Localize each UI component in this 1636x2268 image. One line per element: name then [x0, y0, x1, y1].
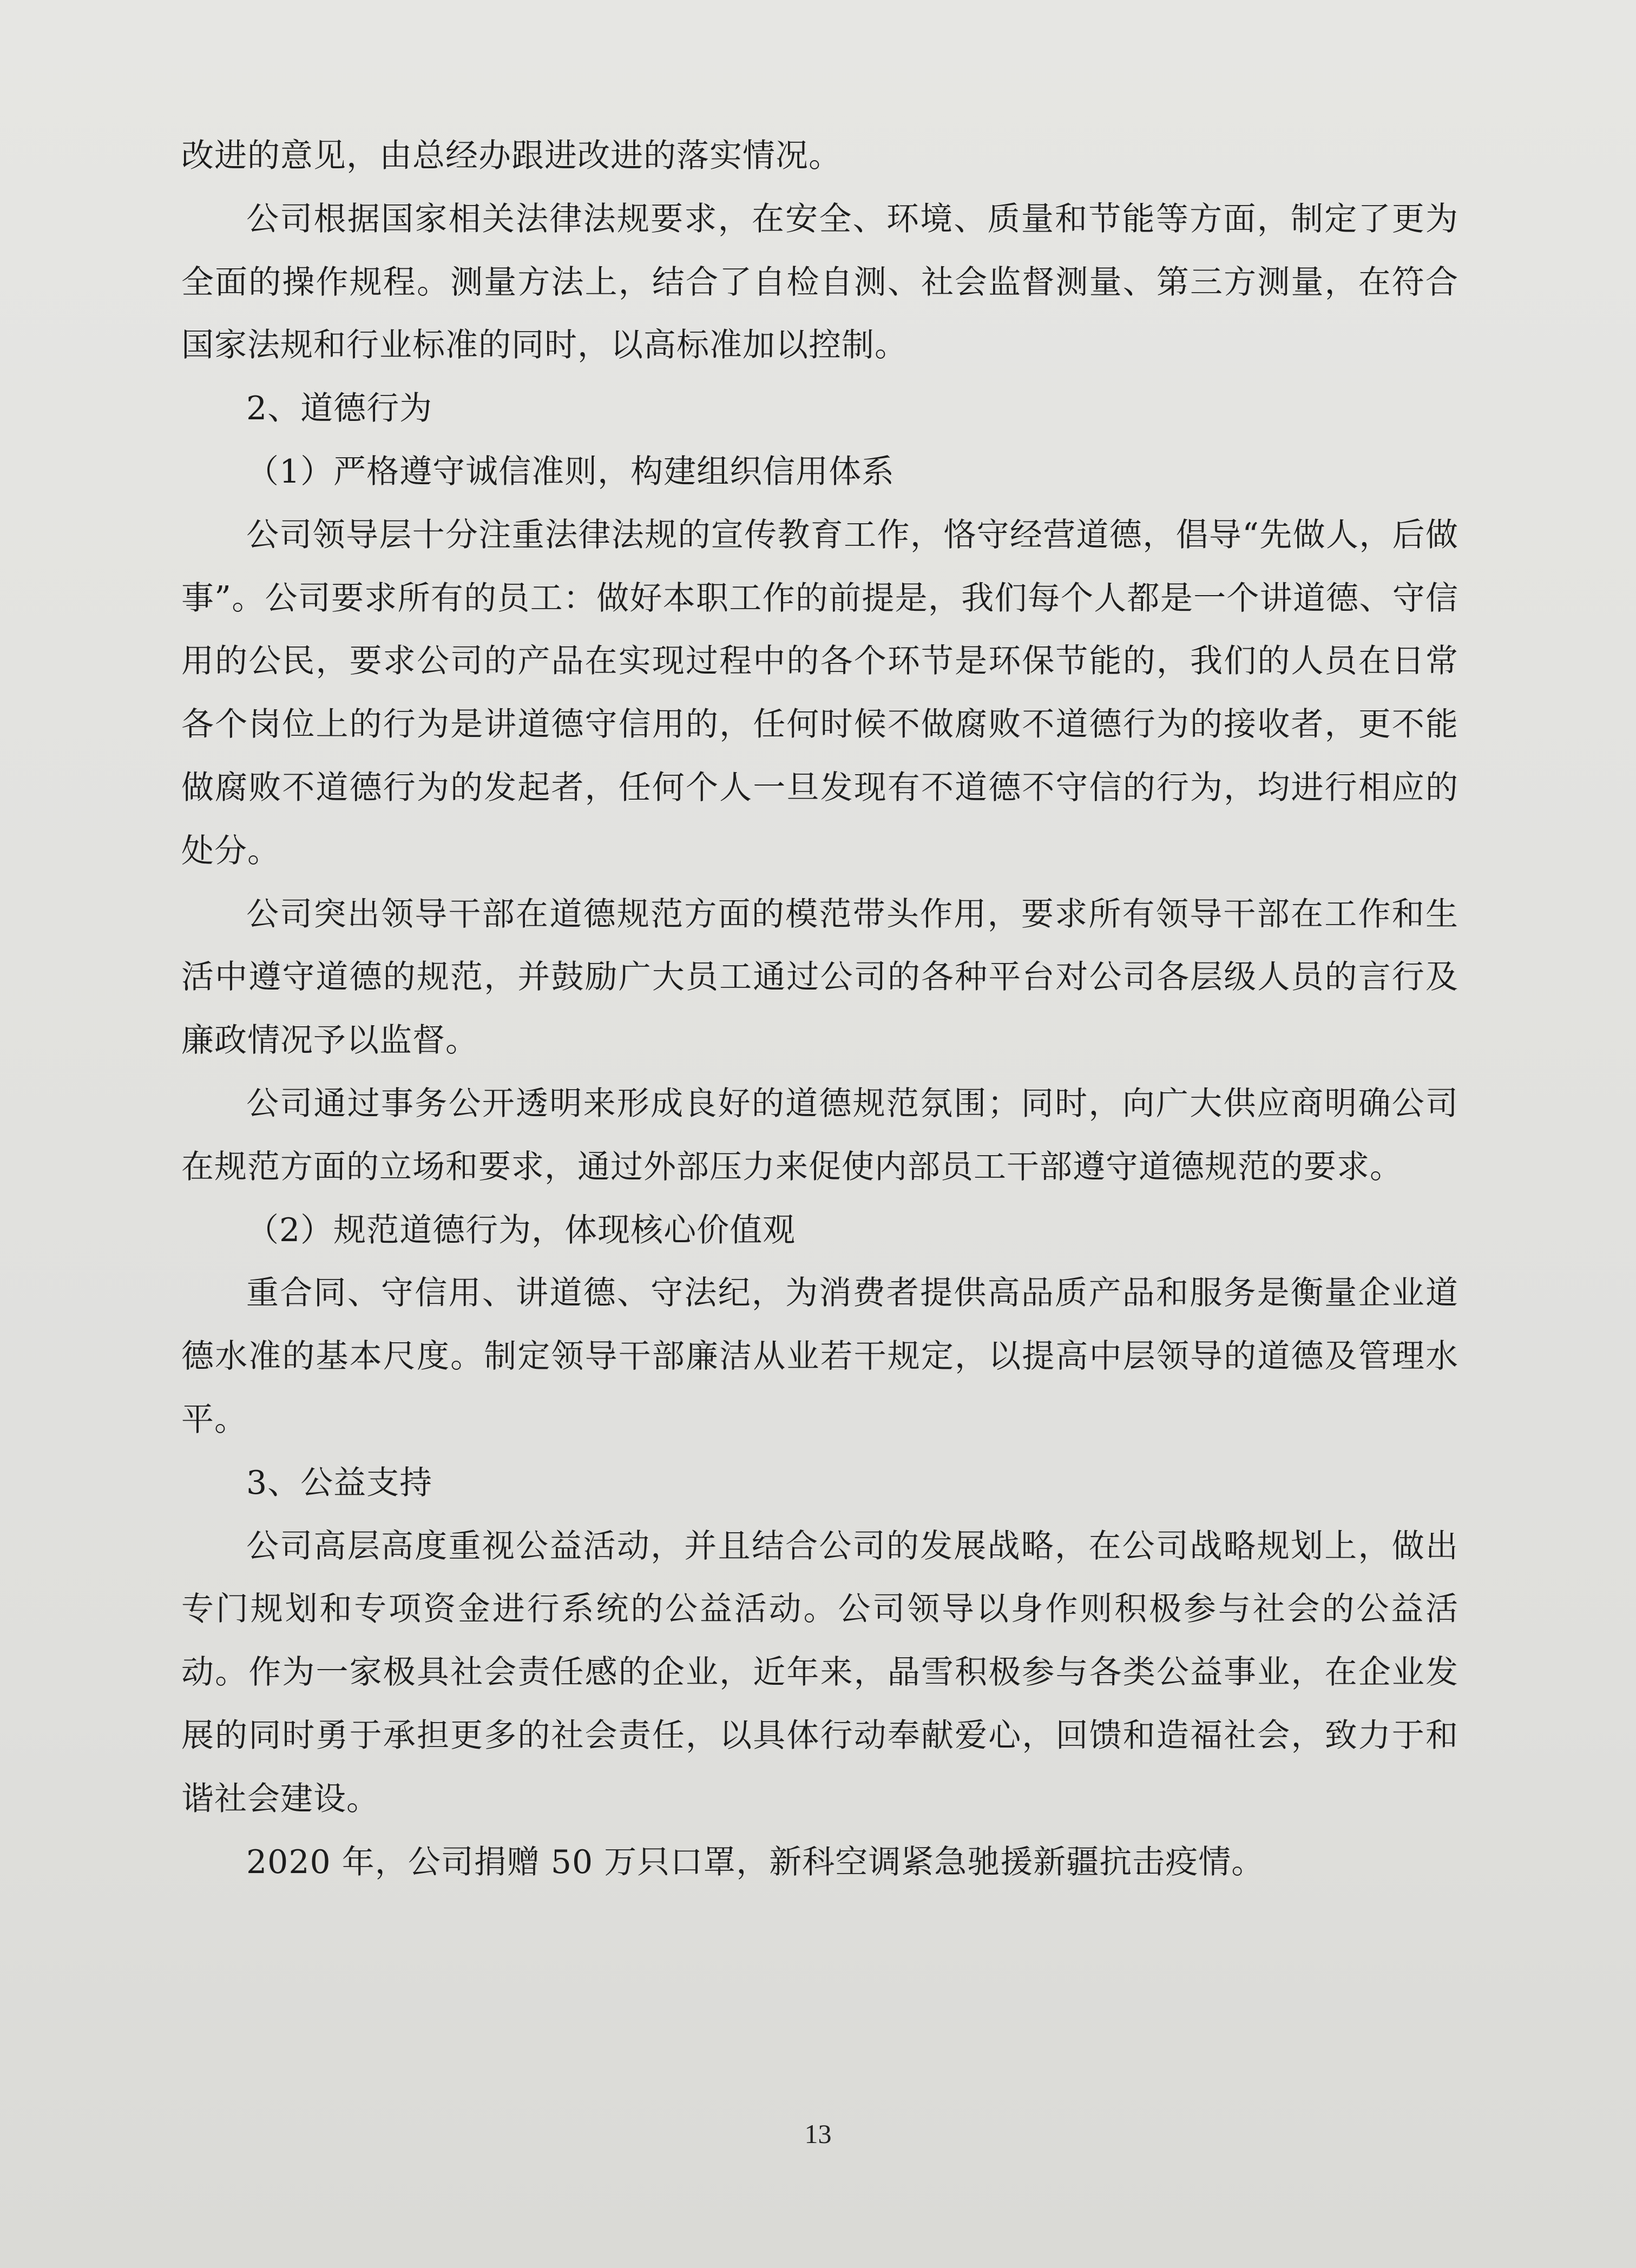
paragraph-transparency: 公司通过事务公开透明来形成良好的道德规范氛围；同时，向广大供应商明确公司在规范方面的立场和要求，通过外部压力来促使内部员工干部遵守道德规范的要求。: [181, 1084, 1458, 1186]
paragraph-public-welfare: 公司高层高度重视公益活动，并且结合公司的发展战略，在公司战略规划上，做出专门规划和专项资金进行系统的公益活动。公司领导以身作则积极参与社会的公益活动。作为一家极具社会责任感的企业，近年来，晶雪积极参与各类公益事业，在企业发展的同时勇于承担更多的社会责任，以具体行动奉献爱心，回馈和造福社会，致力于和谐社会建设。: [181, 1527, 1458, 1818]
page-number: 13: [804, 2119, 832, 2149]
paragraph-leading-cadres: 公司突出领导干部在道德规范方面的模范带头作用，要求所有领导干部在工作和生活中遵守道德的规范，并鼓励广大员工通过公司的各种平台对公司各层级人员的言行及廉政情况予以监督。: [181, 895, 1458, 1060]
subsection-heading-integrity: （1）严格遵守诚信准则，构建组织信用体系: [246, 452, 895, 491]
paragraph-donation-2020: 2020 年，公司捐赠 50 万只口罩，新科空调紧急驰援新疆抗击疫情。: [246, 1843, 1265, 1881]
paragraph-leadership-ethics: 公司领导层十分注重法律法规的宣传教育工作，恪守经营道德，倡导“先做人，后做事”。公司要求所有的员工：做好本职工作的前提是，我们每个人都是一个讲道德、守信用的公民，要求公司的产品在实现过程中的各个环节是环保节能的，我们的人员在日常各个岗位上的行为是讲道德守信用的，任何时候不做腐败不道德行为的接收者，更不能做腐败不道德行为的发起者，任何个人一旦发现有不道德不守信的行为，均进行相应的处分。: [181, 516, 1458, 870]
paragraph-continuation: 改进的意见，由总经办跟进改进的落实情况。: [181, 137, 842, 175]
section-heading-public-welfare: 3、公益支持: [246, 1463, 433, 1502]
paragraph-operating-procedures: 公司根据国家相关法律法规要求，在安全、环境、质量和节能等方面，制定了更为全面的操作规程。测量方法上，结合了自检自测、社会监督测量、第三方测量，在符合国家法规和行业标准的同时，以高标准加以控制。: [181, 200, 1458, 365]
subsection-heading-core-values: （2）规范道德行为，体现核心价值观: [246, 1211, 796, 1249]
paragraph-ethics-standard: 重合同、守信用、讲道德、守法纪，为消费者提供高品质产品和服务是衡量企业道德水准的基本尺度。制定领导干部廉洁从业若干规定，以提高中层领导的道德及管理水平。: [181, 1274, 1458, 1439]
section-heading-ethics: 2、道德行为: [246, 390, 433, 428]
document-body: [181, 124, 1458, 1894]
